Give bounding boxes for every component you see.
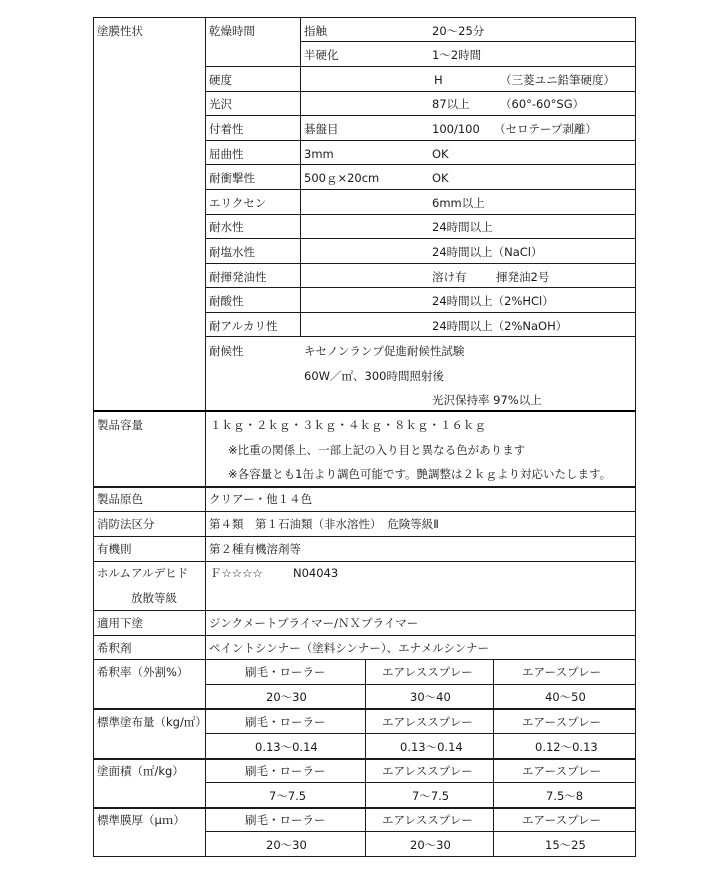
thickness-air: 15〜25 [545,838,586,852]
formaldehyde-code: N04043 [293,566,339,580]
grid-col [365,659,366,857]
drying-label: 乾燥時間 [209,24,255,38]
row-line [205,164,635,165]
flex-label: 屈曲性 [209,147,244,161]
method-brush: 刷毛・ローラー [245,715,326,729]
coverage-brush: 0.13〜0.14 [255,740,318,754]
salt-label: 耐塩水性 [209,245,255,259]
dilution-brush: 20〜30 [266,690,307,704]
water-label: 耐水性 [209,220,244,234]
coverage-label: 標準塗布量（kg/㎡） [97,715,207,729]
acid-value: 24時間以上（2%HCl） [432,294,554,308]
thickness-label: 標準膜厚（μｍ） [97,813,185,827]
capacity-line2: ※比重の関係上、一部上記の入り目と異なる色があります [228,443,526,457]
method-air: エアースプレー [522,715,602,729]
weather-line3: 光沢保持率 97%以上 [432,393,542,407]
adhesion-label: 付着性 [209,122,244,136]
erichsen-value: 6mm以上 [432,196,485,210]
thinner-label: 希釈剤 [97,641,132,655]
touch-value: 20〜25分 [432,24,485,38]
row-line [205,66,635,67]
method-airless: エアレススプレー [382,813,473,827]
method-air: エアースプレー [522,813,602,827]
gloss-label: 光沢 [209,97,232,111]
grid-line [205,733,635,734]
row-line [205,287,635,288]
coverage-air: 0.12〜0.13 [535,740,598,754]
table-border-right [635,17,636,857]
row-line [205,238,635,239]
capacity-label: 製品容量 [97,418,143,432]
area-air: 7.5〜8 [546,789,584,803]
method-airless: エアレススプレー [382,715,473,729]
method-air: エアースプレー [522,764,602,778]
dilution-air: 40〜50 [545,690,586,704]
touch-label: 指触 [304,24,327,38]
row-line [205,91,635,92]
salt-value: 24時間以上（NaCl） [432,245,543,259]
method-brush: 刷毛・ローラー [245,764,326,778]
method-brush: 刷毛・ローラー [245,665,326,679]
hardness-note: （三菱ユニ鉛筆硬度） [500,73,615,87]
section-line [93,610,636,611]
sub-divider [300,17,301,336]
dilution-airless: 30〜40 [410,690,451,704]
row-line [205,115,635,116]
organic-label: 有機則 [97,542,132,556]
grid-col [493,659,494,857]
flex-value: OK [432,147,449,161]
primer-value: ジンクメートプライマー/ＮＸプライマー [209,616,419,630]
colors-value: クリアー・他１４色 [209,492,313,506]
gloss-value: 87以上 [432,97,470,111]
oil-label: 耐揮発油性 [209,270,267,284]
colors-label: 製品原色 [97,492,143,506]
thinner-value: ペイントシンナー（塗料シンナー）、エナメルシンナー [209,641,490,655]
primer-label: 適用下塗 [97,616,143,630]
method-airless: エアレススプレー [382,764,473,778]
alkali-label: 耐アルカリ性 [209,319,278,333]
row-line [205,189,635,190]
weather-label: 耐候性 [209,344,244,358]
oil-note: 揮発油2号 [496,270,550,284]
coverage-airless: 0.13〜0.14 [400,740,463,754]
adhesion-value: 100/100 [432,122,480,136]
label-divider [205,17,206,857]
area-brush: 7〜7.5 [269,789,307,803]
oil-value: 溶け有 [432,270,467,284]
area-label: 塗面積（㎡/kg） [97,764,184,778]
table-border-left [93,17,94,857]
flex-method: 3mm [304,147,334,161]
capacity-line3: ※各容量とも1缶より調色可能です。艶調整は２ｋｇより対応いたします。 [228,467,612,481]
row-line [205,336,635,337]
water-value: 24時間以上 [432,220,493,234]
section-line [93,410,636,412]
acid-label: 耐酸性 [209,294,244,308]
gloss-note: （60°‐60°SG） [500,97,585,111]
grid-line [205,782,635,783]
method-air: エアースプレー [522,665,602,679]
organic-value: 第２種有機溶剤等 [209,542,301,556]
grid-line [205,684,635,685]
impact-method: 500ｇ×20cm [304,171,380,185]
erichsen-label: エリクセン [209,196,267,210]
semi-label: 半硬化 [304,48,339,62]
row-line [205,312,635,313]
hardness-value: H [434,73,443,87]
fire-law-value: 第４類 第１石油類（非水溶性） 危険等級Ⅱ [209,517,439,531]
thickness-brush: 20〜30 [266,838,307,852]
semi-value: 1〜2時間 [432,48,482,62]
coating-label: 塗膜性状 [97,24,143,38]
row-line [205,140,635,141]
table-border-top [93,17,636,18]
capacity-line1: １ｋｇ・２ｋｇ・３ｋｇ・４ｋｇ・８ｋｇ・１６ｋｇ [210,418,486,432]
row-line [205,214,635,215]
section-line [93,561,636,562]
method-airless: エアレススプレー [382,665,473,679]
grid-line [205,831,635,832]
method-brush: 刷毛・ローラー [245,813,326,827]
dilution-label: 希釈率（外割%） [97,665,189,679]
impact-label: 耐衝撃性 [209,171,255,185]
section-line [93,486,636,488]
formaldehyde-label2: 放散等級 [131,591,177,605]
impact-value: OK [432,171,449,185]
formaldehyde-value: Ｆ☆☆☆☆ [210,566,263,580]
section-line [93,536,636,537]
weather-line1: キセノンランプ促進耐候性試験 [304,344,465,358]
fire-law-label: 消防法区分 [97,517,155,531]
area-airless: 7〜7.5 [412,789,450,803]
formaldehyde-label1: ホルムアルデヒド [97,566,189,580]
hardness-label: 硬度 [209,73,232,87]
thickness-airless: 20〜30 [410,838,451,852]
row-line [300,41,635,42]
section-line [93,511,636,512]
row-line [205,263,635,264]
section-line [93,635,636,636]
alkali-value: 24時間以上（2%NaOH） [432,319,568,333]
adhesion-note: （セロテープ剥離） [494,122,597,136]
weather-line2: 60W／㎡、300時間照射後 [304,369,444,383]
adhesion-method: 碁盤目 [304,122,339,136]
